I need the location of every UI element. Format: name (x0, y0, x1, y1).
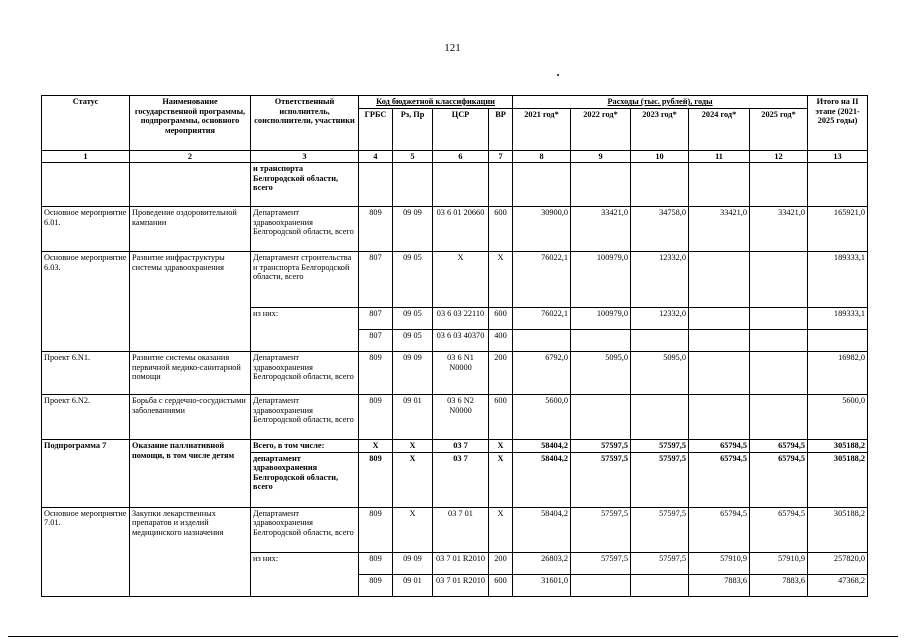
total-cell: 305188,2 (808, 440, 868, 453)
status-cell: Проект 6.N2. (42, 395, 130, 440)
rzpr-cell: 09 09 (393, 207, 433, 252)
header-grbs: ГРБС (359, 108, 393, 150)
column-number: 11 (689, 150, 750, 163)
y2025-cell (750, 330, 808, 352)
y2024-cell: 7883,6 (689, 574, 750, 596)
grbs-cell: 809 (359, 452, 393, 507)
column-number: 5 (393, 150, 433, 163)
rzpr-cell (393, 163, 433, 207)
y2024-cell (689, 308, 750, 330)
rzpr-cell: 09 09 (393, 352, 433, 395)
status-cell: Проект 6.N1. (42, 352, 130, 395)
total-cell (808, 330, 868, 352)
y2025-cell (750, 352, 808, 395)
csr-cell: 03 7 01 R2010 (433, 574, 489, 596)
executor-cell: Департамент здравоохранения Белгородской области, всего (251, 207, 359, 252)
name-cell: Развитие инфраструктуры системы здравоохранения (130, 252, 251, 352)
vr-cell: X (489, 507, 513, 552)
grbs-cell: 809 (359, 507, 393, 552)
y2023-cell (631, 574, 689, 596)
vr-cell: X (489, 252, 513, 308)
y2023-cell: 5095,0 (631, 352, 689, 395)
total-cell: 165921,0 (808, 207, 868, 252)
y2022-cell: 100979,0 (571, 252, 631, 308)
name-cell: Развитие системы оказания первичной медико-санитарной помощи (130, 352, 251, 395)
y2024-cell (689, 163, 750, 207)
y2024-cell: 65794,5 (689, 452, 750, 507)
y2025-cell: 65794,5 (750, 440, 808, 453)
table-row (42, 207, 868, 252)
total-cell: 47368,2 (808, 574, 868, 596)
header-2023: 2023 год* (631, 108, 689, 150)
header-total: Итого на II этапе (2021-2025 годы) (808, 96, 868, 151)
grbs-cell: 809 (359, 552, 393, 574)
name-cell: Закупки лекарственных препаратов и изделий медицинского назначения (130, 507, 251, 596)
executor-cell: Департамент строительства и транспорта Белгородской области, всего (251, 252, 359, 308)
executor-cell: Департамент здравоохранения Белгородской области, всего (251, 507, 359, 552)
grbs-cell: X (359, 440, 393, 453)
total-cell: 5600,0 (808, 395, 868, 440)
y2023-cell: 57597,5 (631, 452, 689, 507)
total-cell: 257820,0 (808, 552, 868, 574)
rzpr-cell: 09 01 (393, 395, 433, 440)
name-cell: Борьба с сердечно-сосудистыми заболеваниями (130, 395, 251, 440)
table-row (42, 352, 868, 395)
vr-cell: 600 (489, 207, 513, 252)
y2025-cell (750, 252, 808, 308)
header-2021: 2021 год* (513, 108, 571, 150)
grbs-cell: 809 (359, 352, 393, 395)
csr-cell: 03 7 01 R2010 (433, 552, 489, 574)
y2023-cell (631, 395, 689, 440)
table-row (42, 252, 868, 308)
y2021-cell: 58404,2 (513, 452, 571, 507)
column-number: 4 (359, 150, 393, 163)
column-number: 1 (42, 150, 130, 163)
y2022-cell: 57597,5 (571, 507, 631, 552)
column-number: 7 (489, 150, 513, 163)
y2021-cell: 6792,0 (513, 352, 571, 395)
rzpr-cell: 09 05 (393, 330, 433, 352)
grbs-cell: 809 (359, 395, 393, 440)
y2024-cell: 57910,9 (689, 552, 750, 574)
y2024-cell (689, 352, 750, 395)
y2025-cell (750, 395, 808, 440)
grbs-cell: 807 (359, 308, 393, 330)
page-bottom-rule (8, 636, 898, 637)
executor-cell: Департамент здравоохранения Белгородской области, всего (251, 395, 359, 440)
y2022-cell (571, 395, 631, 440)
y2021-cell: 58404,2 (513, 440, 571, 453)
y2025-cell: 57910,9 (750, 552, 808, 574)
vr-cell: 600 (489, 395, 513, 440)
y2023-cell: 12332,0 (631, 308, 689, 330)
table-row (42, 507, 868, 552)
rzpr-cell: X (393, 440, 433, 453)
header-expenses: Расходы (тыс. рублей), годы (513, 96, 808, 109)
y2021-cell: 30900,0 (513, 207, 571, 252)
csr-cell (433, 163, 489, 207)
y2021-cell: 76022,1 (513, 308, 571, 330)
y2024-cell (689, 252, 750, 308)
name-cell (130, 163, 251, 207)
y2022-cell (571, 574, 631, 596)
vr-cell: 600 (489, 308, 513, 330)
name-cell: Оказание паллиативной помощи, в том числе детям (130, 440, 251, 508)
csr-cell: 03 6 01 20660 (433, 207, 489, 252)
y2024-cell: 33421,0 (689, 207, 750, 252)
vr-cell: X (489, 452, 513, 507)
column-number: 6 (433, 150, 489, 163)
csr-cell: X (433, 252, 489, 308)
y2021-cell: 26803,2 (513, 552, 571, 574)
y2022-cell: 57597,5 (571, 440, 631, 453)
rzpr-cell: 09 05 (393, 252, 433, 308)
y2022-cell: 5095,0 (571, 352, 631, 395)
csr-cell: 03 7 (433, 452, 489, 507)
total-cell: 189333,1 (808, 308, 868, 330)
y2022-cell: 57597,5 (571, 552, 631, 574)
status-cell: Подпрограмма 7 (42, 440, 130, 508)
column-number: 10 (631, 150, 689, 163)
status-cell (42, 163, 130, 207)
y2021-cell: 58404,2 (513, 507, 571, 552)
y2022-cell (571, 330, 631, 352)
grbs-cell: 807 (359, 330, 393, 352)
y2022-cell (571, 163, 631, 207)
grbs-cell: 807 (359, 252, 393, 308)
column-number: 3 (251, 150, 359, 163)
y2023-cell: 34758,0 (631, 207, 689, 252)
header-vr: ВР (489, 108, 513, 150)
table-row (42, 440, 868, 453)
rzpr-cell: X (393, 452, 433, 507)
y2023-cell: 57597,5 (631, 552, 689, 574)
vr-cell: 200 (489, 352, 513, 395)
vr-cell: 400 (489, 330, 513, 352)
vr-cell: X (489, 440, 513, 453)
table-row (42, 163, 868, 207)
grbs-cell (359, 163, 393, 207)
vr-cell: 200 (489, 552, 513, 574)
total-cell: 305188,2 (808, 507, 868, 552)
executor-cell: из них: (251, 308, 359, 352)
rzpr-cell: 09 05 (393, 308, 433, 330)
rzpr-cell: 09 09 (393, 552, 433, 574)
header-2025: 2025 год* (750, 108, 808, 150)
rzpr-cell: 09 01 (393, 574, 433, 596)
csr-cell: 03 6 N2 N0000 (433, 395, 489, 440)
executor-cell: департамент здравоохранения Белгородской области, всего (251, 452, 359, 507)
total-cell (808, 163, 868, 207)
csr-cell: 03 6 N1 N0000 (433, 352, 489, 395)
header-status: Статус (42, 96, 130, 151)
executor-cell: Всего, в том числе: (251, 440, 359, 453)
y2024-cell (689, 330, 750, 352)
column-number: 13 (808, 150, 868, 163)
scan-speck (557, 74, 559, 76)
column-number-row (42, 150, 868, 163)
y2022-cell: 57597,5 (571, 452, 631, 507)
executor-cell: и транспорта Белгородской области, всего (251, 163, 359, 207)
y2021-cell (513, 330, 571, 352)
y2022-cell: 100979,0 (571, 308, 631, 330)
y2023-cell: 57597,5 (631, 440, 689, 453)
status-cell: Основное мероприятие 7.01. (42, 507, 130, 596)
header-rzpr: Рз, Пр (393, 108, 433, 150)
executor-cell: из них: (251, 552, 359, 596)
rzpr-cell: X (393, 507, 433, 552)
y2021-cell: 5600,0 (513, 395, 571, 440)
y2021-cell (513, 163, 571, 207)
y2023-cell (631, 163, 689, 207)
header-csr: ЦСР (433, 108, 489, 150)
name-cell: Проведение оздоровительной кампании (130, 207, 251, 252)
total-cell: 305188,2 (808, 452, 868, 507)
grbs-cell: 809 (359, 574, 393, 596)
header-2024: 2024 год* (689, 108, 750, 150)
total-cell: 189333,1 (808, 252, 868, 308)
y2024-cell (689, 395, 750, 440)
y2021-cell: 76022,1 (513, 252, 571, 308)
y2024-cell: 65794,5 (689, 507, 750, 552)
header-executor: Ответственный исполнитель, соисполнители, участники (251, 96, 359, 151)
total-cell: 16982,0 (808, 352, 868, 395)
y2025-cell (750, 163, 808, 207)
y2025-cell: 7883,6 (750, 574, 808, 596)
csr-cell: 03 6 03 40370 (433, 330, 489, 352)
vr-cell: 600 (489, 574, 513, 596)
y2023-cell (631, 330, 689, 352)
y2024-cell: 65794,5 (689, 440, 750, 453)
status-cell: Основное мероприятие 6.01. (42, 207, 130, 252)
header-2022: 2022 год* (571, 108, 631, 150)
y2025-cell: 65794,5 (750, 507, 808, 552)
executor-cell: Департамент здравоохранения Белгородской области, всего (251, 352, 359, 395)
header-row-top (42, 96, 868, 109)
y2021-cell: 31601,0 (513, 574, 571, 596)
y2025-cell (750, 308, 808, 330)
table-row (42, 395, 868, 440)
header-budget-code: Код бюджетной классификации (359, 96, 513, 109)
csr-cell: 03 7 (433, 440, 489, 453)
y2022-cell: 33421,0 (571, 207, 631, 252)
grbs-cell: 809 (359, 207, 393, 252)
column-number: 9 (571, 150, 631, 163)
csr-cell: 03 6 03 22110 (433, 308, 489, 330)
status-cell: Основное мероприятие 6.03. (42, 252, 130, 352)
page-number: 121 (444, 42, 461, 54)
budget-table (41, 95, 868, 597)
y2023-cell: 12332,0 (631, 252, 689, 308)
csr-cell: 03 7 01 (433, 507, 489, 552)
y2025-cell: 65794,5 (750, 452, 808, 507)
vr-cell (489, 163, 513, 207)
header-name: Наименование государственной программы, подпрограммы, основного мероприятия (130, 96, 251, 151)
column-number: 2 (130, 150, 251, 163)
column-number: 12 (750, 150, 808, 163)
y2025-cell: 33421,0 (750, 207, 808, 252)
column-number: 8 (513, 150, 571, 163)
y2023-cell: 57597,5 (631, 507, 689, 552)
